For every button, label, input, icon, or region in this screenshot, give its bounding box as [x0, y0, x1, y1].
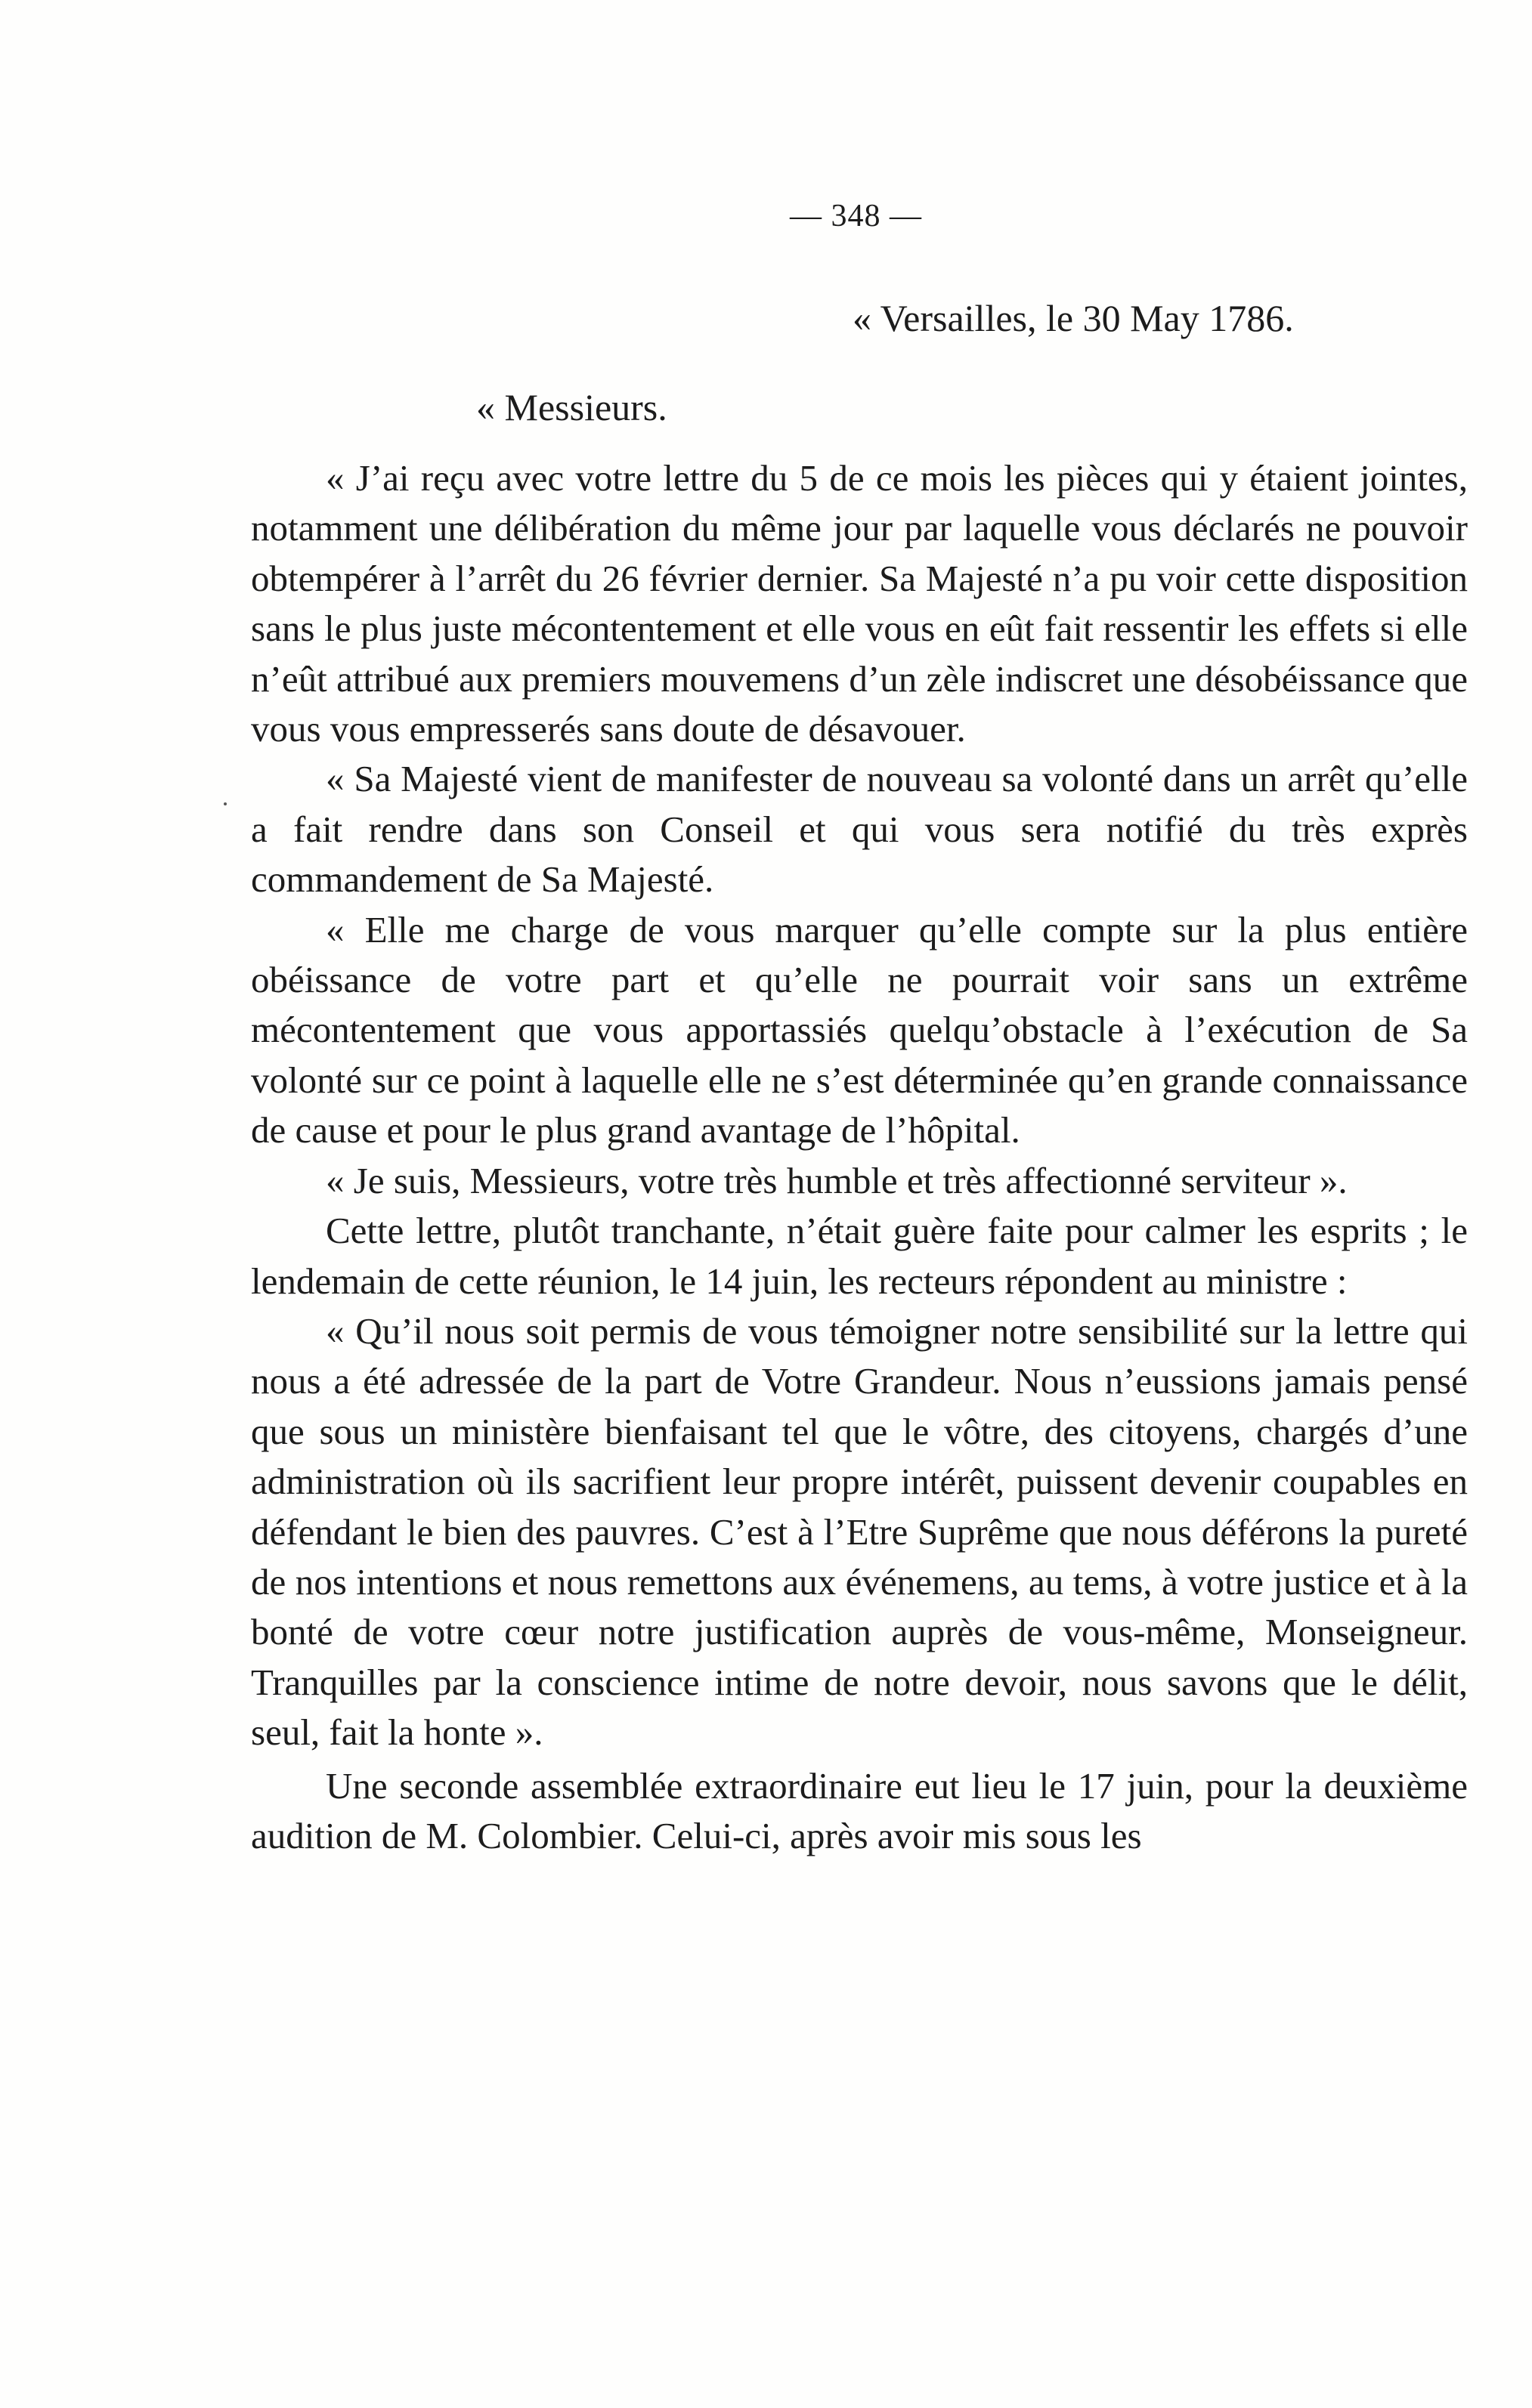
body-text: [251, 453, 1468, 1861]
paragraph-reply-quote: « Qu’il nous soit permis de vous témoigner notre sensibilité sur la lettre qui nous a été adressée de la part de Votre Grandeur. Nous n’eussions jamais pensé que sous un ministère bienfaisant tel que le vôtre, des citoyens, chargés d’une administration où ils sacrifient leur propre intérêt, puissent devenir coupables en défendant le bien des pauvres. C’est à l’Etre Suprême que nous déférons la pureté de nos intentions et nous remettons aux événemens, au tems, à votre justice et à la bonté de votre cœur notre justification auprès de vous-même, Monseigneur. Tranquilles par la conscience intime de notre devoir, nous savons que le délit, seul, fait la honte ».: [251, 1309, 1468, 1754]
letter-salutation: « Messieurs.: [476, 386, 667, 428]
paragraph-narrative-2: Une seconde assemblée extraordinaire eut lieu le 17 juin, pour la deuxième audition de M. Colombier. Celui-ci, après avoir mis sous les: [251, 1764, 1468, 1856]
paragraph-letter-body-2: « Sa Majesté vient de manifester de nouveau sa volonté dans un arrêt qu’elle a fait rendre dans son Conseil et qui vous sera notifié du très exprès commandement de Sa Majesté.: [251, 758, 1468, 901]
paragraph-narrative-1: Cette lettre, plutôt tranchante, n’était guère faite pour calmer les esprits ; le lendemain de cette réunion, le 14 juin, les recteurs répondent au ministre :: [251, 1210, 1468, 1302]
paragraph-letter-body-1: « J’ai reçu avec votre lettre du 5 de ce mois les pièces qui y étaient jointes, notamment une délibération du même jour par laquelle vous déclarés ne pouvoir obtempérer à l’arrêt du 26 février dernier. Sa Majesté n’a pu voir cette disposition sans le plus juste mécontentement et elle vous en eût fait ressentir les effets si elle n’eût attribué aux premiers mouvemens d’un zèle indiscret une désobéissance que vous vous empresserés sans doute de désavouer.: [251, 457, 1468, 750]
page-number: — 348 —: [790, 199, 922, 233]
paragraph-letter-body-3: « Elle me charge de vous marquer qu’elle compte sur la plus entière obéissance de votre part et qu’elle ne pourrait voir sans un extrême mécontentement que vous apportassiés quelqu’obstacle à l’exécution de Sa volonté sur ce point à laquelle elle ne s’est déterminée qu’en grande connaissance de cause et pour le plus grand avantage de l’hôpital.: [251, 908, 1468, 1151]
paragraph-letter-closing: « Je suis, Messieurs, votre très humble et très affectionné serviteur ».: [326, 1159, 1348, 1201]
letter-dateline: « Versailles, le 30 May 1786.: [853, 297, 1294, 339]
print-speck: [224, 802, 227, 805]
